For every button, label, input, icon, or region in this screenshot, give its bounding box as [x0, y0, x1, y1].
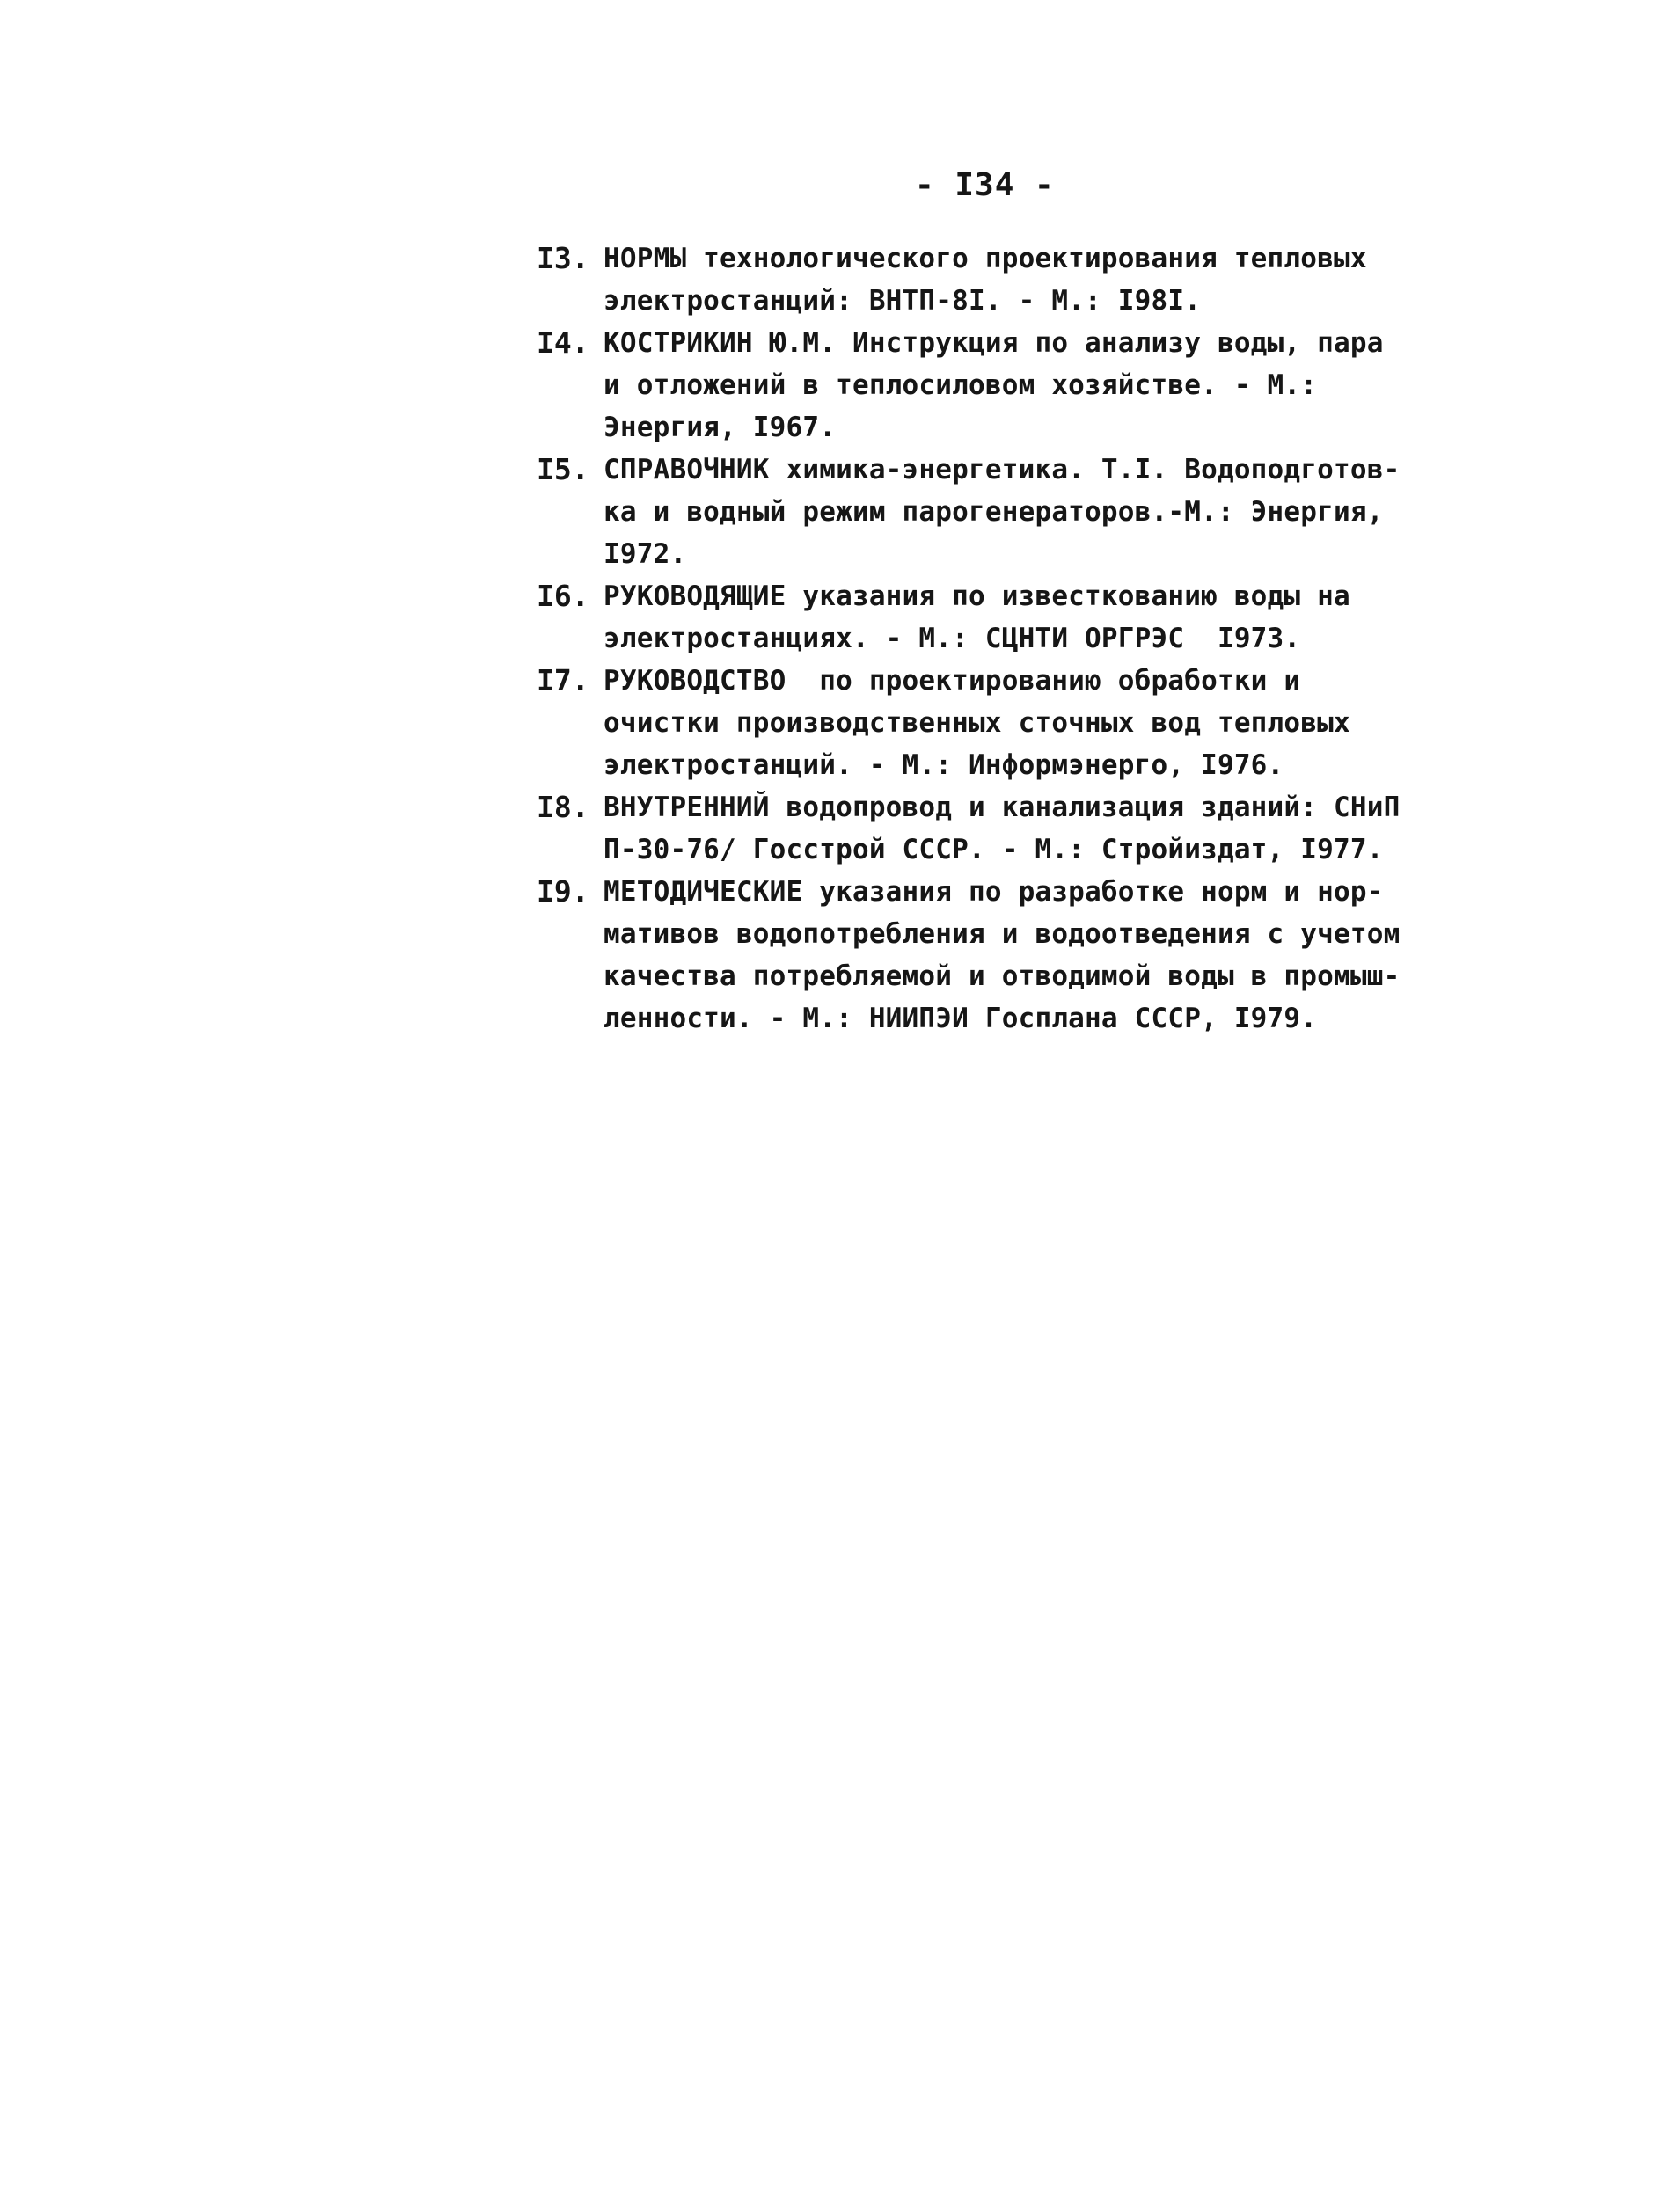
reference-line: очистки производственных сточных вод тепловых — [603, 707, 1350, 739]
reference-text — [603, 871, 1434, 1040]
reference-text — [603, 786, 1434, 871]
reference-item-15 — [537, 449, 1434, 575]
reference-line: электростанций: ВНТП-8I. - М.: I98I. — [603, 285, 1202, 317]
reference-text — [603, 575, 1434, 660]
reference-line: I972. — [603, 538, 687, 570]
reference-number: I5. — [537, 452, 589, 486]
reference-line: НОРМЫ технологического проектирования тепловых — [603, 243, 1367, 274]
reference-line: КОСТРИКИН Ю.М. Инструкция по анализу воды, пара — [603, 327, 1384, 359]
reference-item-14 — [537, 322, 1434, 449]
reference-line: ка и водный режим парогенераторов.-М.: Энергия, — [603, 496, 1384, 528]
reference-number: I6. — [537, 579, 589, 613]
reference-line: РУКОВОДЯЩИЕ указания по известкованию воды на — [603, 580, 1350, 612]
reference-line: ВНУТРЕННИЙ водопровод и канализация зданий: СНиП — [603, 792, 1401, 823]
reference-line: П-30-76/ Госстрой СССР. - М.: Стройиздат, I977. — [603, 834, 1384, 865]
reference-line: электростанций. - М.: Информэнерго, I976. — [603, 749, 1284, 781]
reference-text — [603, 322, 1434, 449]
reference-item-13 — [537, 237, 1434, 322]
reference-line: качества потребляемой и отводимой воды в промыш- — [603, 960, 1401, 992]
reference-item-17 — [537, 660, 1434, 786]
reference-line: МЕТОДИЧЕСКИЕ указания по разработке норм и нор- — [603, 876, 1384, 908]
reference-line: РУКОВОДСТВО по проектированию обработки и — [603, 665, 1301, 697]
reference-text — [603, 237, 1434, 322]
reference-number: I8. — [537, 790, 589, 824]
reference-item-16 — [537, 575, 1434, 660]
reference-item-18 — [537, 786, 1434, 871]
reference-line: и отложений в теплосиловом хозяйстве. - М.: — [603, 369, 1318, 401]
reference-number: I3. — [537, 241, 589, 275]
reference-line: ленности. - М.: НИИПЭИ Госплана СССР, I979. — [603, 1003, 1318, 1034]
reference-line: СПРАВОЧНИК химика-энергетика. Т.I. Водоподготов- — [603, 454, 1401, 485]
page-number: - I34 - — [915, 167, 1055, 203]
reference-line: электростанциях. - М.: СЦНТИ ОРГРЭС I973. — [603, 623, 1301, 654]
reference-line: Энергия, I967. — [603, 412, 837, 443]
reference-number: I7. — [537, 663, 589, 697]
reference-text — [603, 660, 1434, 786]
reference-item-19 — [537, 871, 1434, 1040]
reference-number: I4. — [537, 325, 589, 360]
reference-list — [537, 237, 1434, 1040]
reference-text — [603, 449, 1434, 575]
reference-line: мативов водопотребления и водоотведения с учетом — [603, 918, 1401, 950]
reference-number: I9. — [537, 874, 589, 909]
